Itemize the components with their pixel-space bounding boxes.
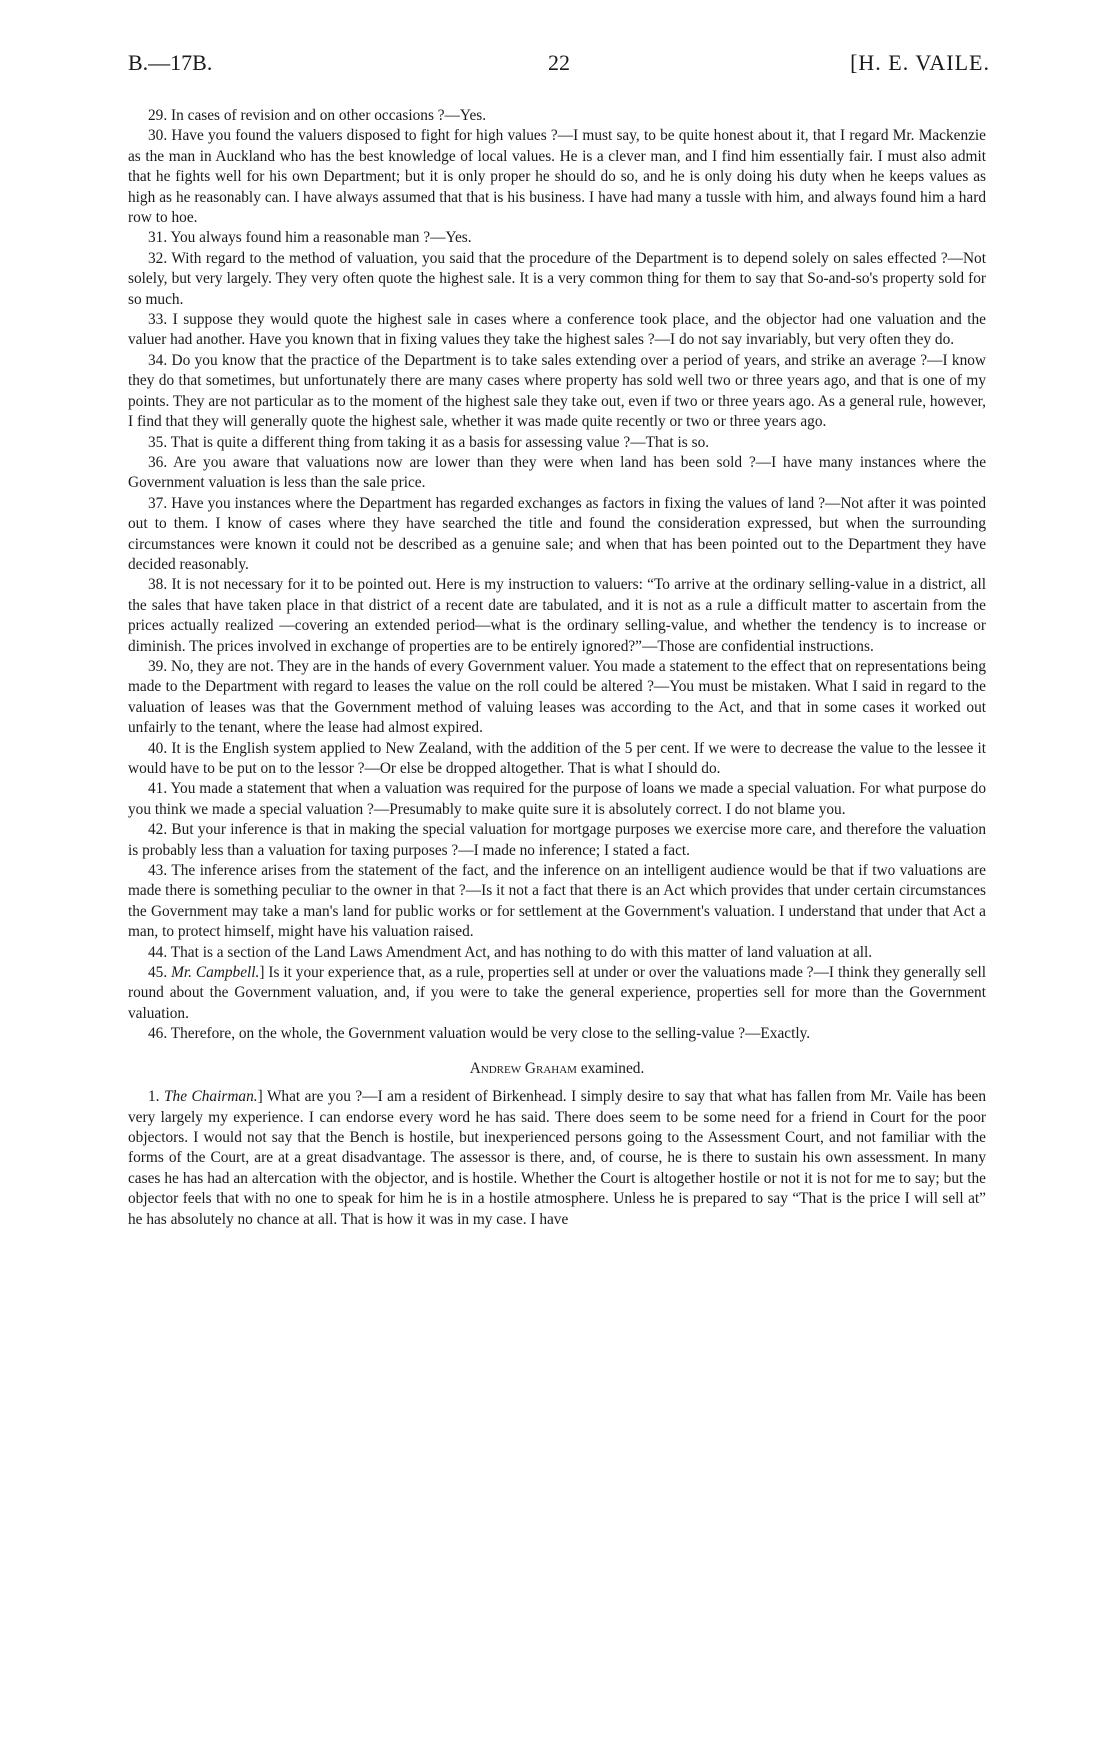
paragraph: 32. With regard to the method of valuation, you said that the procedure of the Department is to depend solely on sales effected ?—Not solely, but very largely. They very often quote the highest sale. It is a very common thing for them to say that So-and-so's property sold for so much.	[128, 249, 986, 308]
paragraph: 29. In cases of revision and on other occasions ?—Yes.	[148, 107, 487, 124]
paragraph: 38. It is not necessary for it to be pointed out. Here is my instruction to valuers: “To arrive at the ordinary selling-value in a district, all the sales that have taken place in that district of a recent date are tabulated, and it is not as a rule a difficult matter to ascertain from the prices actually realized —covering an extended period—what is the ordinary selling-value, and whether the tendency is to increase or diminish. The prices involved in exchange of properties are to be entirely ignored?”—Those are confidential instructions.	[128, 576, 986, 655]
paragraph-q1	[128, 1087, 986, 1230]
paragraph: 41. You made a statement that when a valuation was required for the purpose of loans we made a special valuation. For what purpose do you think we made a special valuation ?—Presumably to make quite sure it is absolutely correct. I do not blame you.	[128, 780, 986, 818]
question-number: 1.	[148, 1088, 165, 1106]
paragraph-text: ] Is it your experience that, as a rule, properties sell at under or over the valuations made ?—I think they generally sell round about the Government valuation, and, if you were to take the general experience, properties sell for more than the Government valuation.	[128, 964, 987, 1022]
paragraph: 31. You always found him a reasonable man ?—Yes.	[148, 229, 472, 247]
speaker-name: The Chairman.	[164, 1088, 258, 1106]
witness-heading	[128, 1059, 986, 1079]
paragraph: 37. Have you instances where the Department has regarded exchanges as factors in fixing the values of land ?—Not after it was pointed out to them. I know of cases where they have searched the title and found the consideration expressed, but when the surrounding circumstances were known it could not be described as a genuine sale; and when that has been pointed out to the Department they have decided reasonably.	[128, 494, 986, 573]
paragraph: 40. It is the English system applied to New Zealand, with the addition of the 5 per cent. If we were to decrease the value to the lessee it would have to be put on to the lessor ?—Or else be dropped altogether. That is what I should do.	[128, 739, 986, 777]
page-header	[128, 50, 990, 90]
page-number: 22	[548, 50, 570, 75]
paragraph: 30. Have you found the valuers disposed to fight for high values ?—I must say, to be quite honest about it, that I regard Mr. Mackenzie as the man in Auckland who has the best knowledge of local values. He is a clever man, and I find him essentially fair. I must also admit that he fights well for his own Department; but it is only proper he should do so, and he is only doing his duty when he keeps values as high as he reasonably can. I have always assumed that that is his business. I have had many a tussle with him, and always found him a hard row to hoe.	[128, 127, 986, 227]
witness-name-header: [H. E. VAILE.	[850, 50, 990, 75]
paragraph: 43. The inference arises from the statement of the fact, and the inference on an intelligent audience would be that if two valuations are made there is something peculiar to the owner in that ?—Is it not a fact that there is an Act which provides that under certain circumstances the Government may take a man's land for public works or for settlement at the Government's valuation. I understand that under that Act a man, to protect himself, might have his valuation raised.	[128, 862, 986, 941]
paragraph: 33. I suppose they would quote the highest sale in cases where a conference took place, and the objector had one valuation and the valuer had another. Have you known that in fixing values they take the highest sales ?—I do not say invariably, but very often they do.	[128, 311, 986, 349]
heading-suffix: examined.	[576, 1059, 645, 1077]
document-reference: B.—17B.	[128, 50, 213, 75]
paragraph: 39. No, they are not. They are in the hands of every Government valuer. You made a statement to the effect that on representations being made to the Department with regard to leases the value on the roll could be altered ?—You must be mistaken. What I said in regard to the valuation of leases was that the Government method of valuing leases was according to the Act, and that in some cases it worked out unfairly to the tenant, where the lease had almost expired.	[128, 657, 986, 737]
paragraph: 44. That is a section of the Land Laws Amendment Act, and has nothing to do with this matter of land valuation at all.	[148, 943, 873, 961]
witness-name: Andrew Graham	[469, 1059, 577, 1077]
paragraph: 46. Therefore, on the whole, the Government valuation would be very close to the selling-value ?—Exactly.	[148, 1025, 811, 1043]
paragraph-text: ] What are you ?—I am a resident of Birkenhead. I simply desire to say that what has fallen from Mr. Vaile has been very largely my experience. I can endorse every word he has said. There does seem to be some need for a friend in Court for the poor objectors. I would not say that the Bench is hostile, but inexperienced persons going to the Assessment Court, and not familiar with the forms of the Court, are at a great disadvantage. The assessor is there, and, of course, he is there to sustain his own assessment. In many cases he has had an altercation with the objector, and is hostile. Whether the Court is altogether hostile or not it is not for me to say; but the objector feels that with no one to speak for him he is in a hostile atmosphere. Unless he is prepared to say “That is the price I will sell at” he has absolutely no chance at all. That is how it was in my case. I have	[128, 1088, 986, 1228]
speaker-name: Mr. Campbell.	[171, 964, 260, 982]
paragraph: 35. That is quite a different thing from taking it as a basis for assessing value ?—That is so.	[148, 433, 710, 451]
paragraph: 34. Do you know that the practice of the Department is to take sales extending over a period of years, and strike an average ?—I know they do that sometimes, but unfortunately there are many cases where property has sold well two or three years ago, and that is one of my points. They are not particular as to the moment of the highest sale they take out, even if two or three years ago. As a general rule, however, I find that they will generally quote the highest sale, whether it was made quite recently or two or three years ago.	[128, 351, 986, 431]
paragraph-q45	[128, 963, 986, 1024]
document-body	[128, 106, 986, 1230]
paragraph: 36. Are you aware that valuations now are lower than they were when land has been sold ?—I have many instances where the Government valuation is less than the sale price.	[128, 453, 986, 492]
question-number: 45.	[148, 964, 172, 982]
paragraph: 42. But your inference is that in making the special valuation for mortgage purposes we exercise more care, and therefore the valuation is probably less than a valuation for taxing purposes ?—I made no inference; I stated a fact.	[128, 821, 986, 859]
